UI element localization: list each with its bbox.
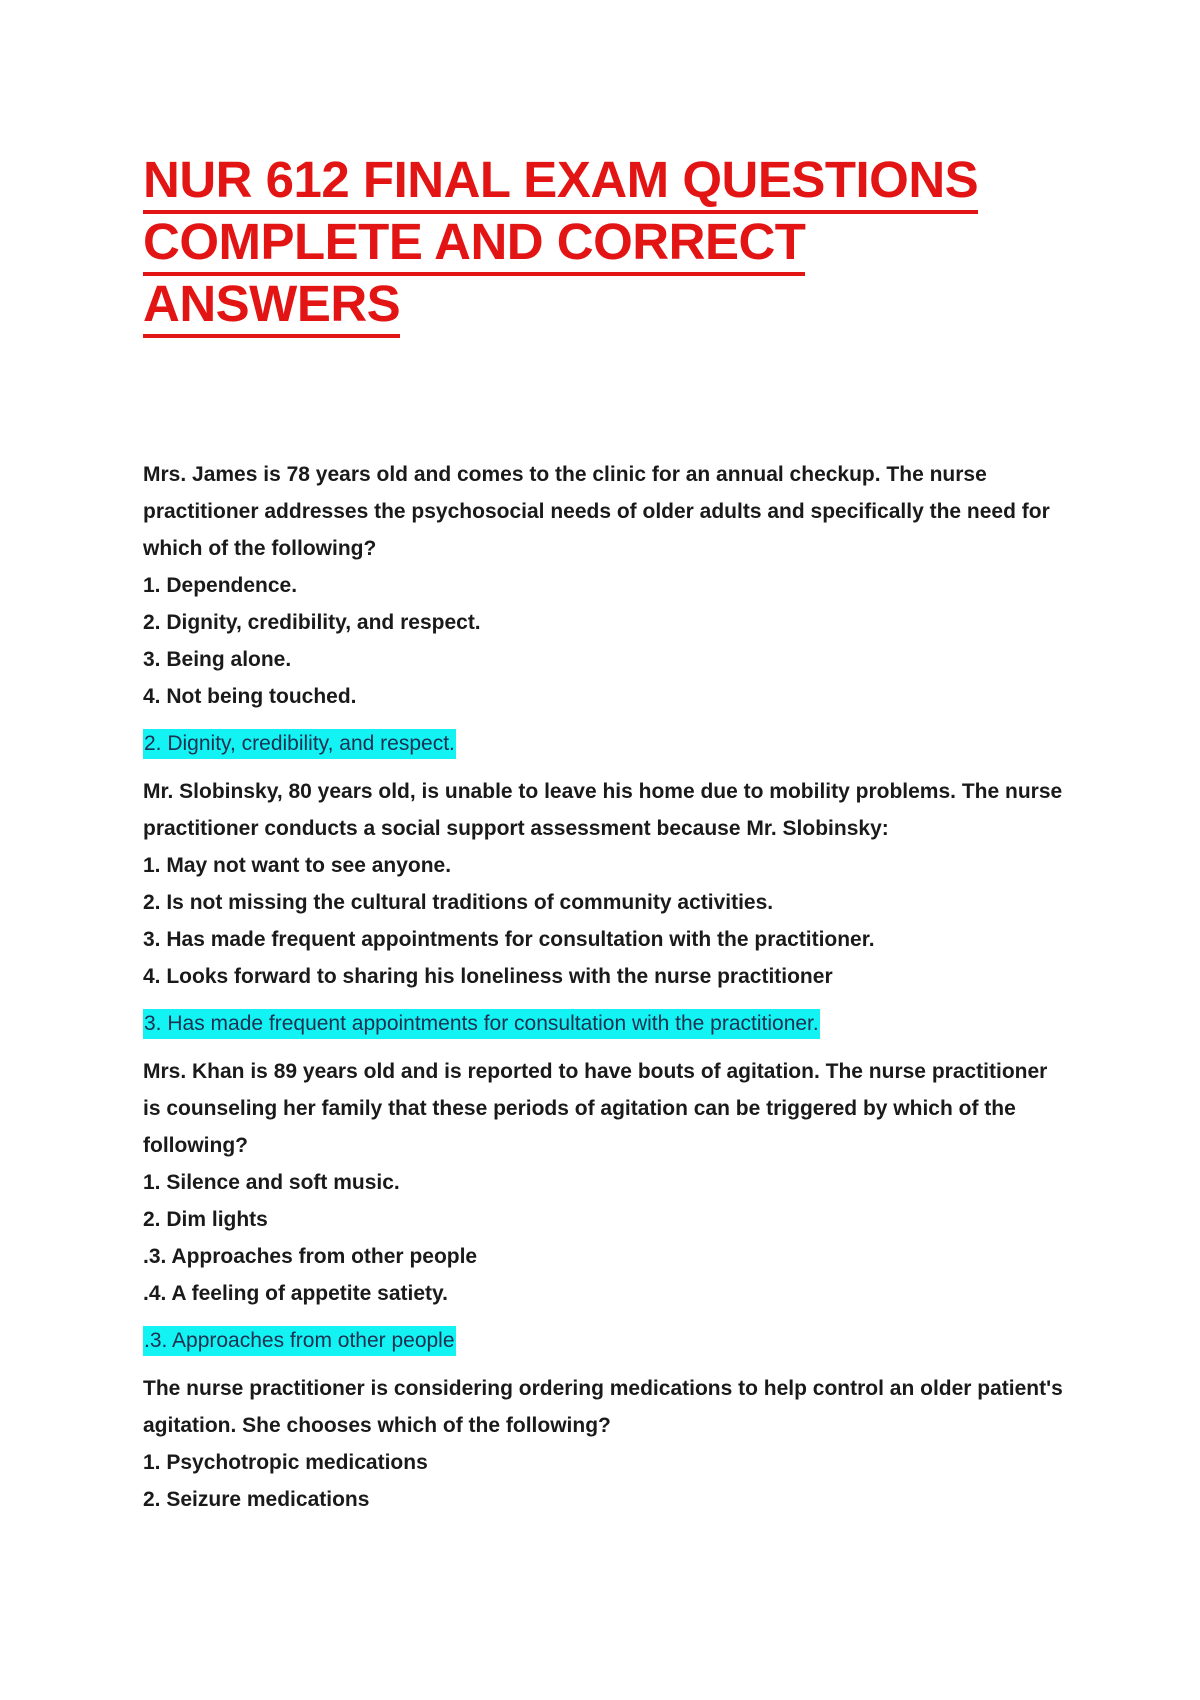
answer-option: 1. Dependence. [143,574,298,597]
document-title [143,150,1100,338]
answer-option: 2. Dignity, credibility, and respect. [143,611,481,634]
answer-option: .3. Approaches from other people [143,1245,478,1268]
answer-option: 3. Has made frequent appointments for consultation with the practitioner. [143,928,875,951]
answer-option: 1. May not want to see anyone. [143,854,452,877]
question-block [143,773,1100,1053]
answer-option: .4. A feeling of appetite satiety. [143,1282,448,1305]
title-line: ANSWERS [143,274,400,338]
question-block [143,456,1100,773]
answer-option: 2. Is not missing the cultural traditions of community activities. [143,891,774,914]
answer-option: 1. Psychotropic medications [143,1451,428,1474]
answer-option: 4. Not being touched. [143,685,357,708]
answer-option: 4. Looks forward to sharing his loneliness with the nurse practitioner [143,965,833,988]
correct-answer-highlight: .3. Approaches from other people [143,1326,456,1356]
answer-option: 3. Being alone. [143,648,292,671]
answer-option: 2. Seizure medications [143,1488,370,1511]
question-text: The nurse practitioner is considering ordering medications to help control an older patient's agitation. She chooses which of the following? [143,1377,1063,1437]
question-text: Mr. Slobinsky, 80 years old, is unable to leave his home due to mobility problems. The nurse practitioner conducts a social support assessment because Mr. Slobinsky: [143,780,1063,840]
question-text: Mrs. Khan is 89 years old and is reported to have bouts of agitation. The nurse practitioner is counseling her family that these periods of agitation can be triggered by which of the following? [143,1060,1048,1157]
question-text: Mrs. James is 78 years old and comes to the clinic for an annual checkup. The nurse practitioner addresses the psychosocial needs of older adults and specifically the need for which of the following? [143,463,1050,560]
title-line: COMPLETE AND CORRECT [143,212,805,276]
title-line: NUR 612 FINAL EXAM QUESTIONS [143,150,978,214]
correct-answer-highlight: 2. Dignity, credibility, and respect. [143,729,456,759]
question-block [143,1370,1100,1518]
questions-section [143,456,1100,1518]
answer-option: 1. Silence and soft music. [143,1171,400,1194]
question-block [143,1053,1100,1370]
correct-answer-highlight: 3. Has made frequent appointments for consultation with the practitioner. [143,1009,820,1039]
answer-option: 2. Dim lights [143,1208,268,1231]
